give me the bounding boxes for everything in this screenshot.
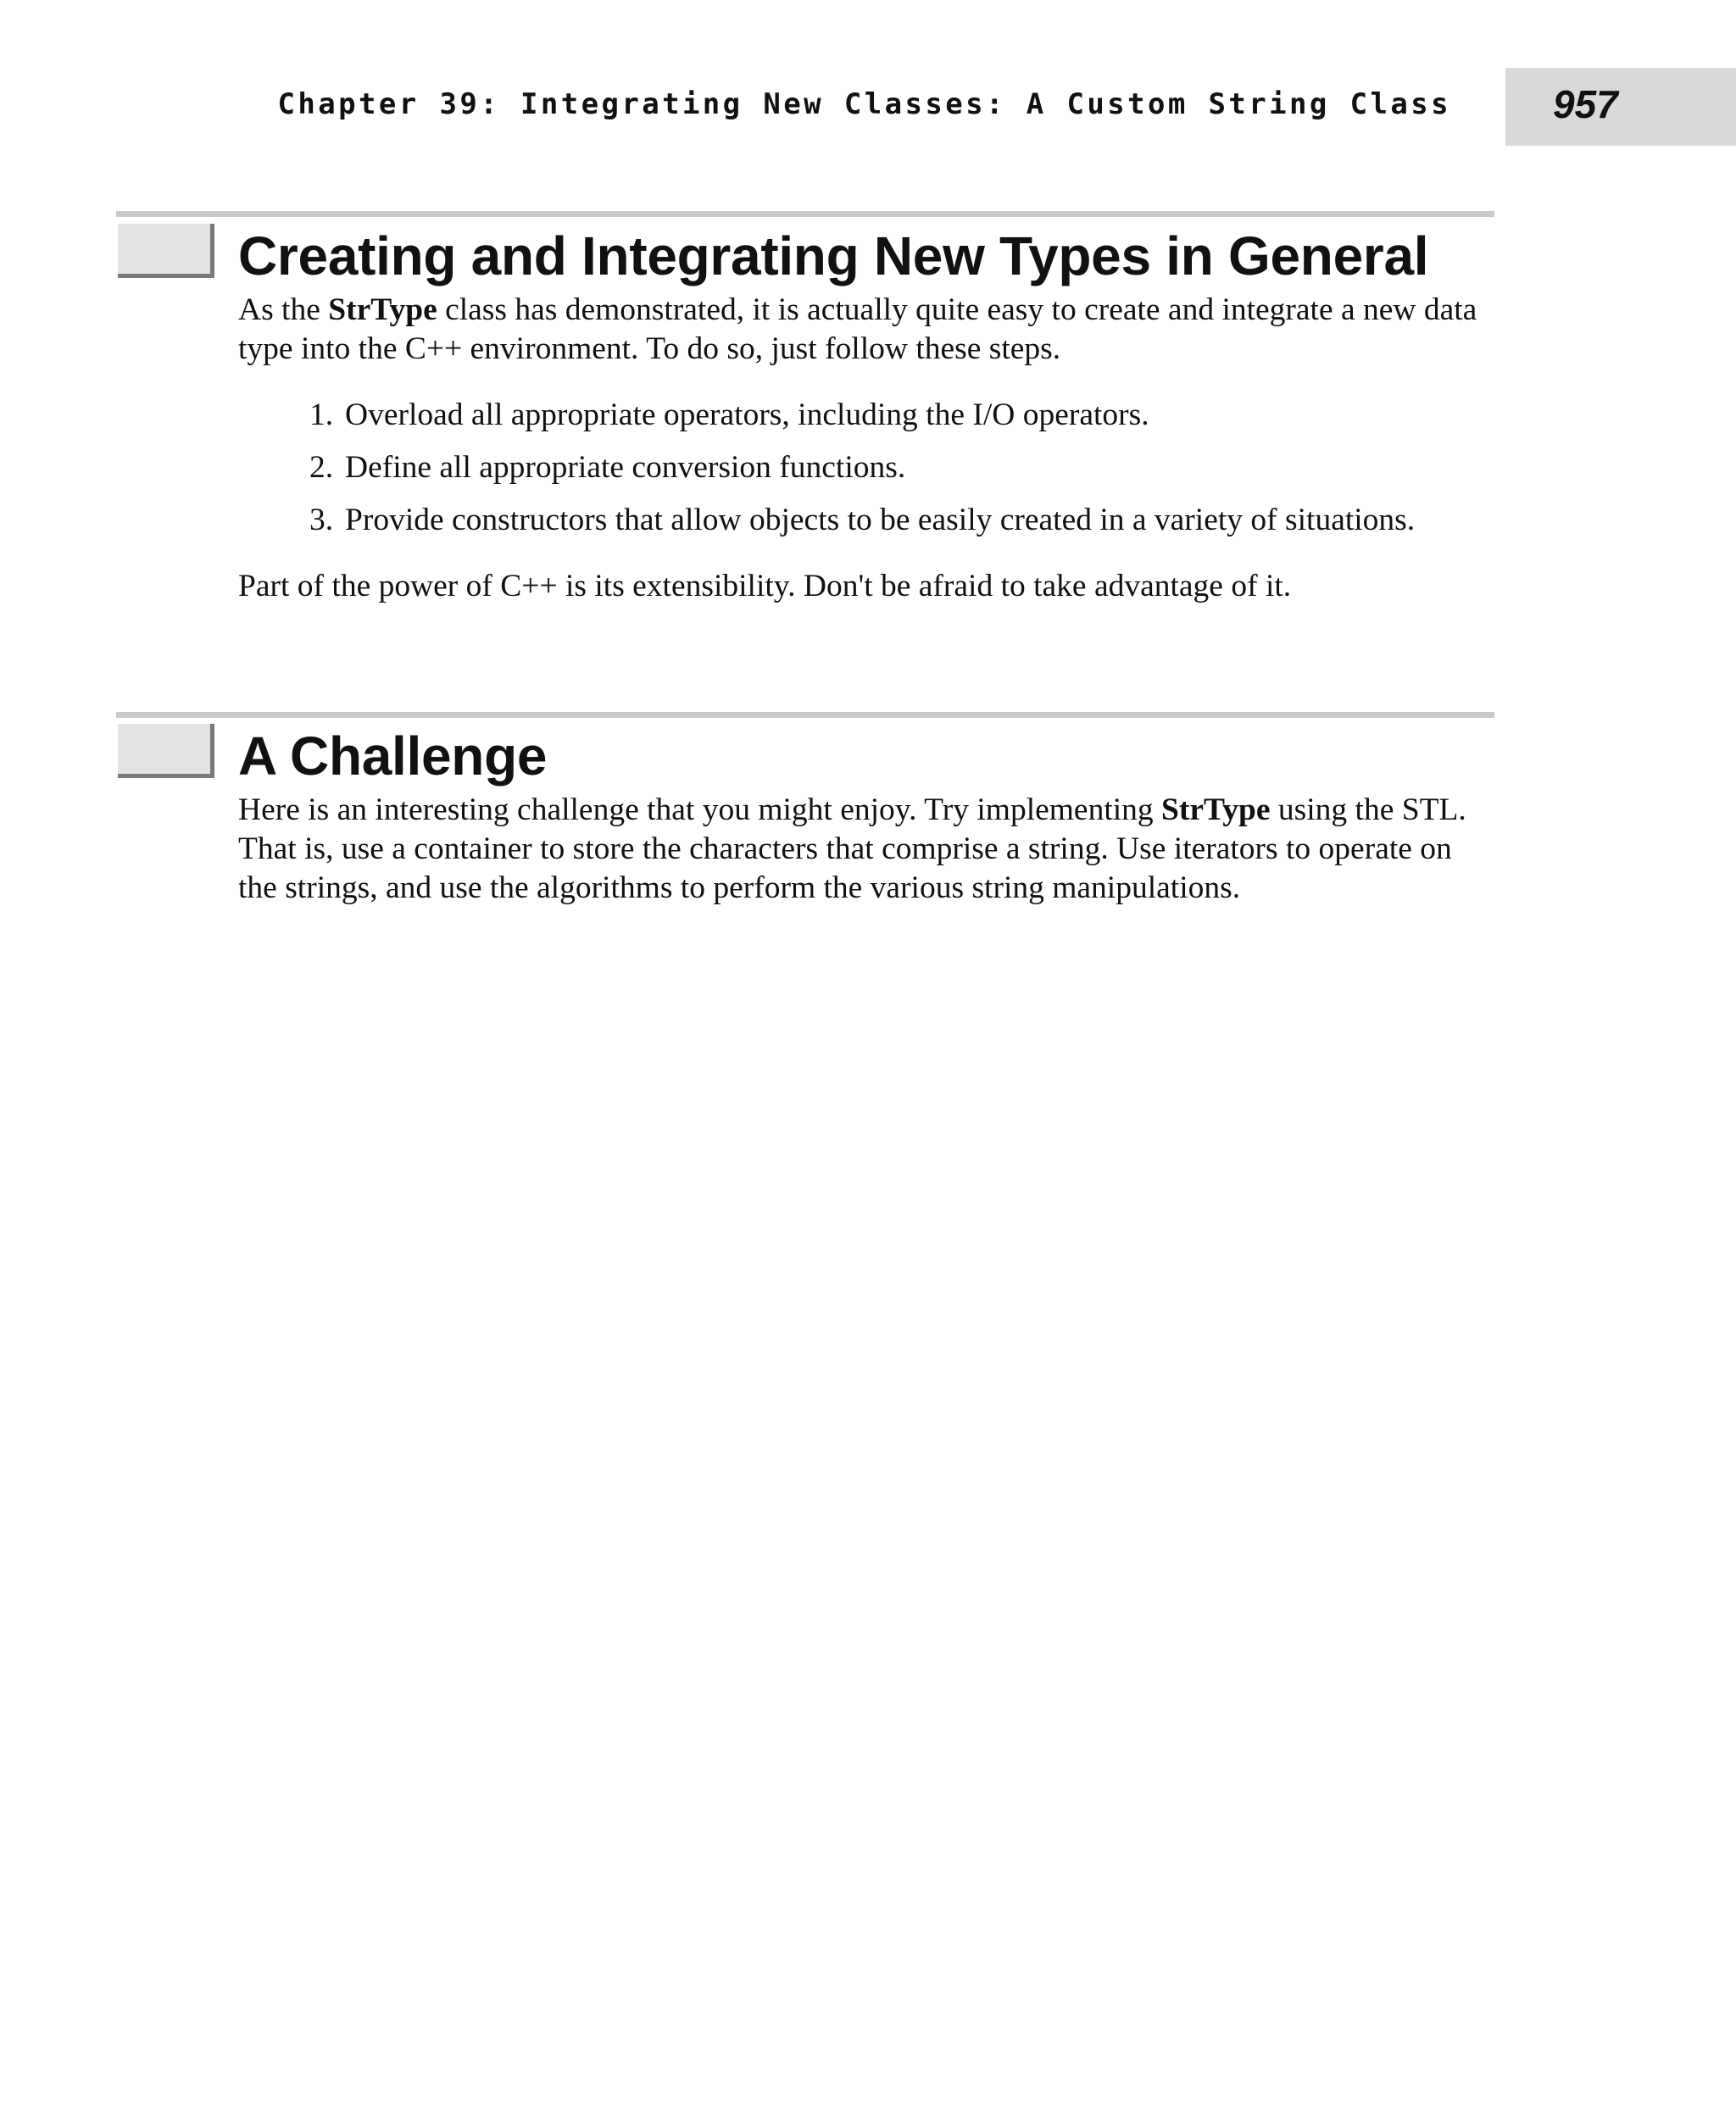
list-item: 3. Provide constructors that allow objects to be easily created in a variety of situations. bbox=[309, 503, 1416, 537]
running-head: Chapter 39: Integrating New Classes: A Custom String Class bbox=[277, 87, 1451, 121]
section-creating-new-types bbox=[116, 211, 1494, 652]
section-a-challenge bbox=[116, 712, 1494, 966]
steps-list bbox=[238, 396, 1493, 540]
section-rule bbox=[116, 211, 1494, 217]
intro-paragraph: As the StrType class has demonstrated, it is actually quite easy to create and integrate a new data type into the C++ environment. To do so, just follow these steps. bbox=[238, 292, 1477, 366]
code-term: StrType bbox=[328, 292, 437, 327]
section-heading: Creating and Integrating New Types in General bbox=[238, 225, 1429, 286]
section-heading: A Challenge bbox=[238, 725, 548, 787]
section-body bbox=[238, 291, 1493, 606]
list-item: 1. Overload all appropriate operators, including the I/O operators. bbox=[309, 397, 1149, 432]
section-marker bbox=[118, 224, 214, 278]
challenge-paragraph: Here is an interesting challenge that you might enjoy. Try implementing StrType using the STL. That is, use a container to store the characters that comprise a string. Use iterators to operate on the strings, and use the algorithms to perform the various string manipulations. bbox=[238, 792, 1466, 905]
section-marker bbox=[118, 724, 214, 778]
list-item: 2. Define all appropriate conversion functions. bbox=[309, 450, 906, 485]
code-term: StrType bbox=[1161, 792, 1271, 827]
section-rule bbox=[116, 712, 1494, 718]
closing-paragraph: Part of the power of C++ is its extensibility. Don't be afraid to take advantage of it. bbox=[238, 569, 1292, 603]
page-number: 957 bbox=[1553, 82, 1618, 126]
page-number-tab bbox=[1505, 68, 1736, 146]
section-body bbox=[238, 791, 1493, 908]
